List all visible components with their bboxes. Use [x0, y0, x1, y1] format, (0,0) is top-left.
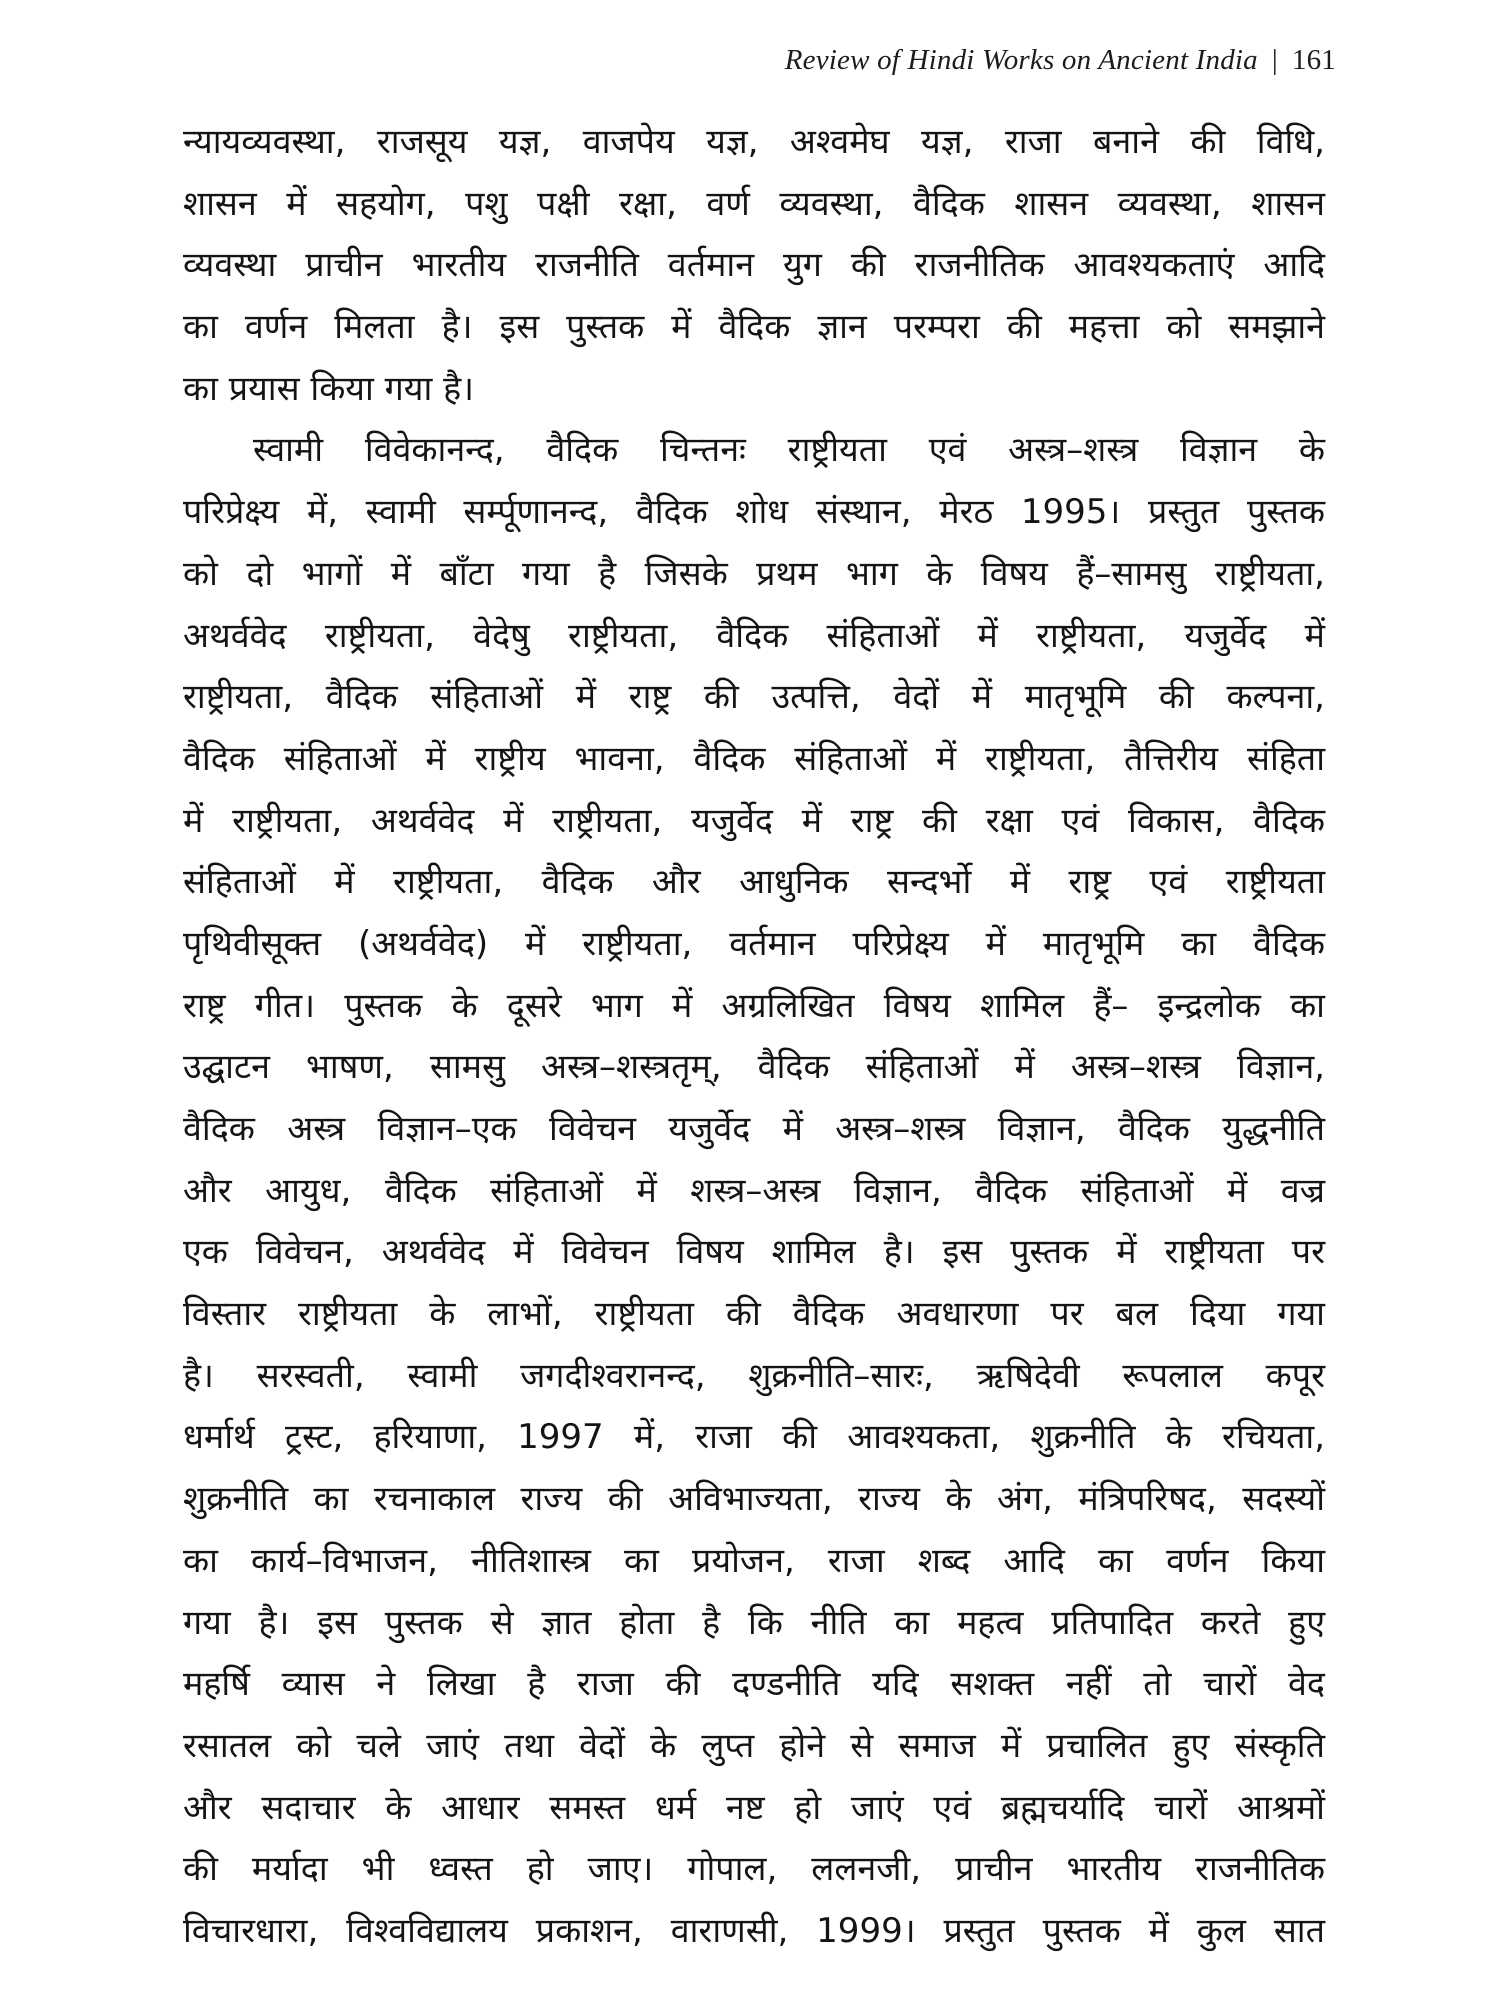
- text-line: का कार्य–विभाजन, नीतिशास्त्र का प्रयोजन, राजा शब्द आदि का वर्णन किया: [183, 1540, 1325, 1581]
- text-line: वैदिक संहिताओं में राष्ट्रीय भावना, वैदिक संहिताओं में राष्ट्रीयता, तैत्तिरीय संहिता: [183, 738, 1325, 779]
- text-line: और सदाचार के आधार समस्त धर्म नष्ट हो जाएं एवं ब्रह्मचर्यादि चारों आश्रमों: [183, 1787, 1325, 1828]
- text-line: गया है। इस पुस्तक से ज्ञात होता है कि नीति का महत्व प्रतिपादित करते हुए: [183, 1602, 1325, 1643]
- text-line: पृथिवीसूक्त (अथर्ववेद) में राष्ट्रीयता, वर्तमान परिप्रेक्ष्य में मातृभूमि का वैदिक: [183, 923, 1325, 964]
- page-number: 161: [1291, 44, 1336, 76]
- paragraph-end-line: का प्रयास किया गया है।: [183, 368, 475, 409]
- text-line: का वर्णन मिलता है। इस पुस्तक में वैदिक ज्ञान परम्परा की महत्ता को समझाने: [183, 307, 1325, 348]
- text-line: वैदिक अस्त्र विज्ञान–एक विवेचन यजुर्वेद में अस्त्र–शस्त्र विज्ञान, वैदिक युद्धनीति: [183, 1109, 1325, 1149]
- text-line: की मर्यादा भी ध्वस्त हो जाए। गोपाल, ललनजी, प्राचीन भारतीय राजनीतिक: [183, 1849, 1325, 1890]
- text-line: रसातल को चले जाएं तथा वेदों के लुप्त होने से समाज में प्रचालित हुए संस्कृति: [183, 1725, 1325, 1766]
- running-header: [785, 44, 1336, 77]
- header-separator: |: [1271, 44, 1278, 76]
- text-line: संहिताओं में राष्ट्रीयता, वैदिक और आधुनिक सन्दर्भो में राष्ट्र एवं राष्ट्रीयता: [183, 862, 1325, 903]
- text-line: धर्मार्थ ट्रस्ट, हरियाणा, 1997 में, राजा की आवश्यकता, शुक्रनीति के रचियता,: [183, 1417, 1325, 1458]
- body-text: [183, 112, 1325, 1963]
- text-line: व्यवस्था प्राचीन भारतीय राजनीति वर्तमान युग की राजनीतिक आवश्यकताएं आदि: [183, 245, 1325, 286]
- text-line: में राष्ट्रीयता, अथर्ववेद में राष्ट्रीयता, यजुर्वेद में राष्ट्र की रक्षा एवं विकास, वैदिक: [183, 800, 1325, 841]
- text-line: को दो भागों में बाँटा गया है जिसके प्रथम भाग के विषय हैं–सामसु राष्ट्रीयता,: [183, 553, 1325, 594]
- text-line: अथर्ववेद राष्ट्रीयता, वेदेषु राष्ट्रीयता, वैदिक संहिताओं में राष्ट्रीयता, यजुर्वेद में: [183, 615, 1325, 656]
- text-line: और आयुध, वैदिक संहिताओं में शस्त्र–अस्त्र विज्ञान, वैदिक संहिताओं में वज्र: [183, 1170, 1325, 1211]
- text-line: महर्षि व्यास ने लिखा है राजा की दण्डनीति यदि सशक्त नहीं तो चारों वेद: [183, 1664, 1325, 1705]
- paragraph-first-line: स्वामी विवेकानन्द, वैदिक चिन्तनः राष्ट्रीयता एवं अस्त्र–शस्त्र विज्ञान के: [253, 430, 1325, 471]
- running-title: Review of Hindi Works on Ancient India: [784, 44, 1258, 76]
- text-line: राष्ट्रीयता, वैदिक संहिताओं में राष्ट्र की उत्पत्ति, वेदों में मातृभूमि की कल्पना,: [183, 677, 1325, 718]
- text-line: विस्तार राष्ट्रीयता के लाभों, राष्ट्रीयता की वैदिक अवधारणा पर बल दिया गया: [183, 1294, 1325, 1335]
- text-line: उद्घाटन भाषण, सामसु अस्त्र–शस्त्रतृम्, वैदिक संहिताओं में अस्त्र–शस्त्र विज्ञान,: [183, 1047, 1325, 1088]
- text-line: है। सरस्वती, स्वामी जगदीश्वरानन्द, शुक्रनीति–सारः, ऋषिदेवी रूपलाल कपूर: [183, 1355, 1325, 1396]
- text-line: शुक्रनीति का रचनाकाल राज्य की अविभाज्यता, राज्य के अंग, मंत्रिपरिषद, सदस्यों: [183, 1479, 1325, 1520]
- text-line: विचारधारा, विश्वविद्यालय प्रकाशन, वाराणसी, 1999। प्रस्तुत पुस्तक में कुल सात: [183, 1910, 1325, 1951]
- text-line: न्यायव्यवस्था, राजसूय यज्ञ, वाजपेय यज्ञ, अश्वमेघ यज्ञ, राजा बनाने की विधि,: [183, 122, 1325, 162]
- text-line: राष्ट्र गीत। पुस्तक के दूसरे भाग में अग्रलिखित विषय शामिल हैं– इन्द्रलोक का: [183, 985, 1325, 1026]
- text-line: परिप्रेक्ष्य में, स्वामी सर्म्पूणानन्द, वैदिक शोध संस्थान, मेरठ 1995। प्रस्तुत पुस्तक: [183, 492, 1325, 533]
- text-line: एक विवेचन, अथर्ववेद में विवेचन विषय शामिल है। इस पुस्तक में राष्ट्रीयता पर: [183, 1232, 1325, 1273]
- text-line: शासन में सहयोग, पशु पक्षी रक्षा, वर्ण व्यवस्था, वैदिक शासन व्यवस्था, शासन: [183, 183, 1325, 224]
